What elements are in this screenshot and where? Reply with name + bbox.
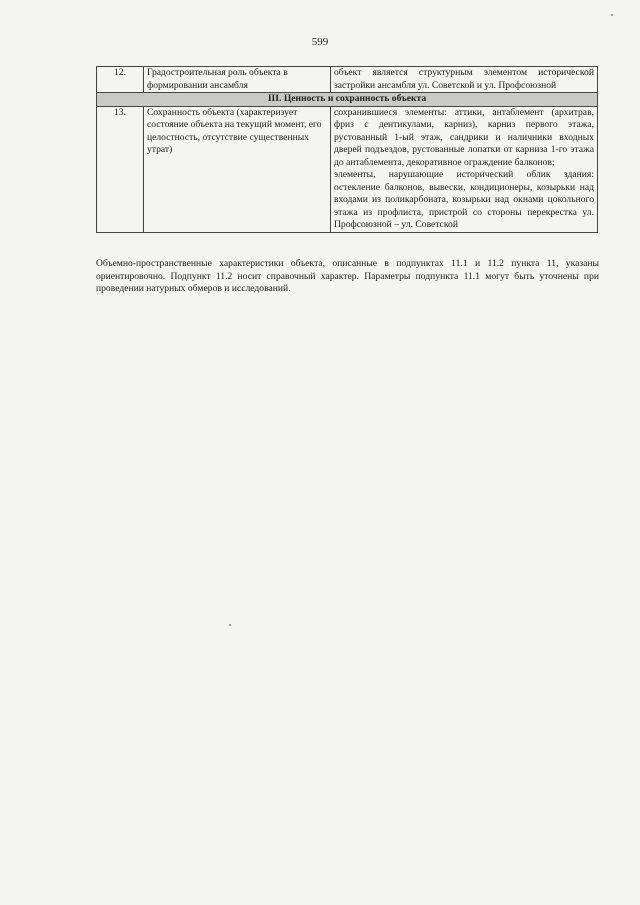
scan-speck [611, 14, 613, 16]
section-title: III. Ценность и сохранность объекта [97, 93, 598, 107]
table-row [97, 106, 598, 232]
row-number: 13. [97, 106, 144, 232]
scan-speck [229, 624, 231, 626]
row-description [331, 67, 598, 93]
footnote-paragraph: Объемно-пространственные характеристики объекта, описанные в подпунктах 11.1 и 11.2 пункта 11, указаны ориентировочно. Подпункт 11.2 носит справочный характер. Параметры подпункта 11.1 могут быть уточнены при проведении натурных обмеров и исследований. [96, 258, 599, 294]
row-name: Сохранность объекта (характеризует состояние объекта на текущий момент, его целостность, отсутствие существенных утрат) [144, 106, 331, 232]
description-paragraph: сохранившиеся элементы: аттики, антаблемент (архитрав, фриз с дентикулами, карниз), карниз первого этажа, рустованный 1-ый этаж, сандрики и наличники входных дверей подъездов, рустованные лопатки от карниза 1-го этажа до антаблемента, декоративное ограждение балконов; [334, 106, 594, 168]
object-characteristics-table [96, 66, 598, 233]
table-row [97, 67, 598, 93]
page-number: 599 [311, 36, 329, 48]
row-name: Градостроительная роль объекта в формировании ансамбля [144, 67, 331, 93]
description-paragraph: элементы, нарушающие исторический облик здания: остекление балконов, вывески, кондиционеры, козырьки над входами из поликарбоната, козырьки над окнами цокольного этажа из профлиста, пристрой со стороны перекрестка ул. Профсоюзной – ул. Советской [334, 169, 594, 230]
row-description [331, 106, 598, 232]
row-number: 12. [97, 67, 144, 93]
section-header-row [97, 93, 598, 107]
description-paragraph: объект является структурным элементом исторической застройки ансамбля ул. Советской и ул. Профсоюзной [334, 67, 594, 91]
